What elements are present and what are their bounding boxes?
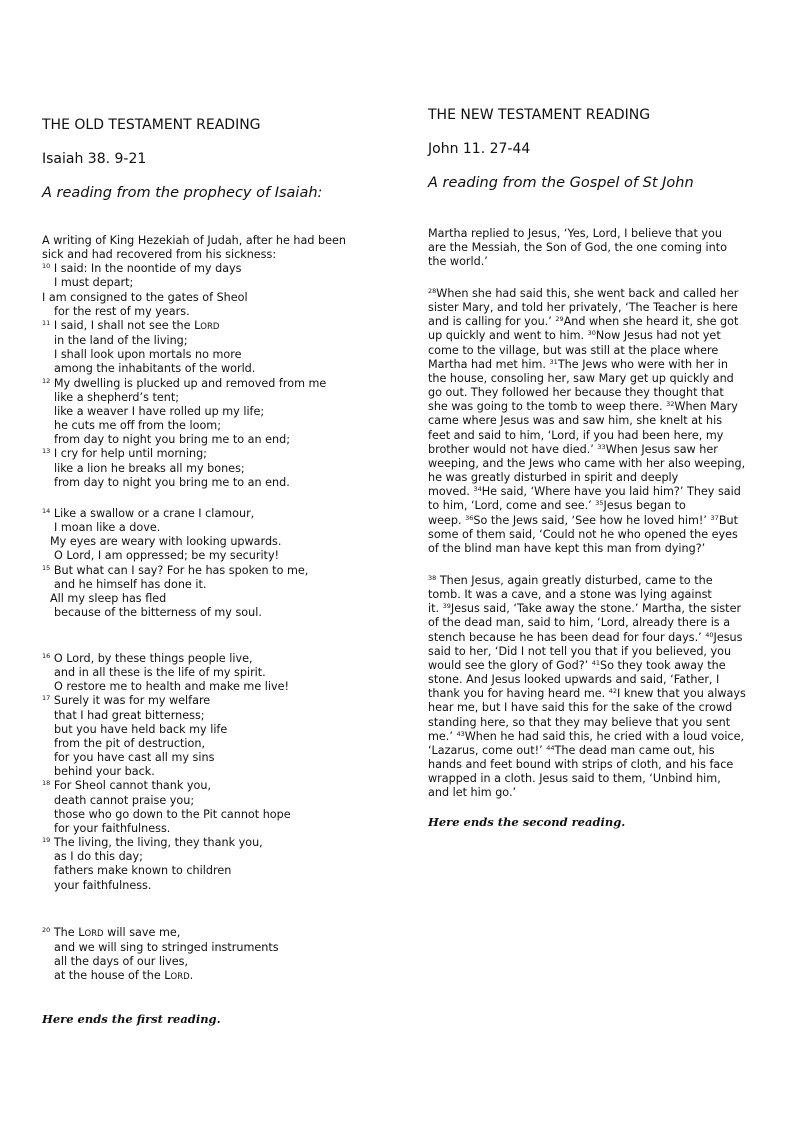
verse-line: [42, 433, 346, 447]
verse-text: for the rest of my years.: [54, 304, 190, 318]
verse-line: [42, 879, 291, 893]
verse-text: like a weaver I have rolled up my life;: [54, 404, 265, 418]
prose-line: said to her, ‘Did I not tell you that if you believed, you: [428, 644, 732, 658]
verse-text: your faithfulness.: [54, 878, 152, 892]
verse-text: those who go down to the Pit cannot hope: [54, 807, 291, 821]
verse-line: [42, 462, 346, 476]
verse-number: 41: [591, 658, 601, 667]
verse-text: he cuts me off from the loom;: [54, 419, 221, 433]
verse-text: All my sleep has fled: [50, 591, 167, 605]
verse-text: death cannot praise you;: [54, 793, 195, 807]
verse-line: [42, 377, 346, 391]
prose-line: come to the village, but was still at the place where: [428, 343, 719, 357]
prose-line: thank you for having heard me. $^{42}$I knew that you always: [428, 687, 746, 701]
old-testament-verses-2: [42, 507, 308, 620]
verse-line: [42, 447, 346, 461]
verse-text: O Lord, I am oppressed; be my security!: [54, 549, 280, 563]
prose-line: the world.’: [428, 255, 488, 269]
verse-number: 16: [42, 652, 51, 660]
prose-line: and let him go.’: [428, 786, 517, 800]
verse-line: [42, 794, 291, 808]
verse-number: 17: [42, 694, 51, 703]
prose-line: are the Messiah, the Son of God, the one coming into: [428, 241, 727, 255]
verse-line: [42, 348, 346, 362]
verse-text: all the days of our lives,: [54, 955, 189, 969]
new-testament-paragraph-2: [428, 287, 763, 556]
verse-line: [42, 864, 291, 878]
verse-text: and he himself has done it.: [54, 577, 207, 591]
verse-line: [42, 779, 291, 793]
prose-line: ‘Lazarus, come out!’ $^{44}$The dead man came out, his: [428, 743, 715, 757]
old-testament-reference: Isaiah 38. 9-21: [42, 151, 147, 167]
verse-text: behind your back.: [54, 765, 155, 779]
new-testament-paragraph-1: [428, 227, 763, 269]
verse-line: [42, 248, 346, 262]
verse-text: and in all these is the life of my spirit.: [54, 666, 266, 680]
verse-line: [42, 822, 291, 836]
verse-line: [42, 680, 291, 694]
prose-line: of the blind man have kept this man from dying?’: [428, 541, 706, 555]
verse-line: [42, 362, 346, 376]
verse-text: from the pit of destruction,: [54, 736, 206, 750]
prose-line: she was going to the tomb to weep there. $^{32}$When Mary: [428, 400, 738, 414]
verse-text: as I do this day;: [54, 850, 143, 864]
prose-line: Martha had met him. $^{31}$The Jews who were with her in: [428, 357, 728, 371]
verse-line: [42, 405, 346, 419]
verse-line: [42, 941, 279, 955]
verse-line: [42, 709, 291, 723]
prose-line: me.’ $^{43}$When he had said this, he cried with a loud voice,: [428, 729, 745, 743]
prose-line: feet and said to him, ‘Lord, if you had been here, my: [428, 428, 724, 442]
verse-text: O Lord, by these things people live,: [53, 652, 253, 665]
verse-line: [42, 305, 346, 319]
verse-text: The LORD will save me,: [53, 926, 181, 939]
new-testament-intro: A reading from the Gospel of St John: [428, 175, 694, 191]
verse-text: I moan like a dove.: [54, 521, 161, 535]
verse-line: [42, 836, 291, 850]
old-testament-intro: A reading from the prophecy of Isaiah:: [42, 185, 323, 201]
prose-line: of the dead man, said to him, ‘Lord, already there is a: [428, 616, 731, 630]
verse-line: [42, 419, 346, 433]
verse-line: [42, 723, 291, 737]
verse-number: 13: [42, 447, 51, 456]
verse-text: and we will sing to stringed instruments: [54, 941, 279, 955]
verse-line: [42, 666, 291, 680]
verse-line: [42, 262, 346, 276]
verse-number: 37: [710, 513, 719, 522]
verse-line: [42, 391, 346, 405]
verse-number: 10: [42, 262, 51, 271]
prose-line: $^{38}$ Then Jesus, again greatly disturbed, came to the: [428, 574, 713, 587]
verse-line: [42, 737, 291, 751]
prose-line: stench because he has been dead for four days.’ $^{40}$Jesus: [428, 630, 743, 644]
prose-line: standing here, so that they may believe that you sent: [428, 715, 731, 729]
verse-number: 34: [473, 485, 482, 494]
verse-number: 44: [546, 743, 555, 752]
verse-text: Surely it was for my welfare: [53, 694, 211, 708]
verse-line: [42, 969, 279, 984]
verse-line: [42, 652, 291, 666]
verse-text: from day to night you bring me to an end.: [54, 475, 290, 489]
old-testament-verses-1: [42, 234, 346, 490]
verse-line: [42, 476, 346, 490]
prose-line: tomb. It was a cave, and a stone was lying against: [428, 588, 712, 602]
verse-text: at the house of the LORD.: [54, 969, 194, 983]
verse-text: like a shepherd’s tent;: [54, 390, 179, 404]
verse-text: that I had great bitterness;: [54, 708, 205, 722]
prose-line: go out. They followed her because they thought that: [428, 386, 724, 400]
verse-number: 19: [42, 836, 51, 845]
verse-text: I said: In the noontide of my days: [53, 262, 242, 276]
verse-line: [42, 592, 308, 606]
verse-text: I am consigned to the gates of Sheol: [42, 290, 248, 304]
verse-line: [42, 276, 346, 290]
verse-text: but you have held back my life: [54, 722, 228, 736]
verse-text: My dwelling is plucked up and removed from me: [53, 376, 327, 390]
new-testament-reference: John 11. 27-44: [428, 141, 531, 157]
prose-line: sister Mary, and told her privately, ‘The Teacher is here: [428, 301, 738, 315]
verse-number: 14: [42, 507, 51, 515]
prose-line: weep. $^{36}$So the Jews said, ‘See how he loved him!’ $^{37}$But: [428, 513, 738, 527]
verse-number: 15: [42, 563, 51, 572]
verse-text: For Sheol cannot thank you,: [53, 779, 212, 793]
prose-line: would see the glory of God?’ $^{41}$So they took away the: [428, 658, 726, 672]
verse-line: [42, 535, 308, 549]
prose-line: wrapped in a cloth. Jesus said to them, ‘Unbind him,: [428, 772, 721, 786]
prose-line: and is calling for you.’ $^{29}$And when she heard it, she got: [428, 315, 739, 329]
prose-line: hands and feet bound with strips of cloth, and his face: [428, 758, 734, 772]
old-testament-ending: Here ends the first reading.: [42, 1012, 221, 1026]
verse-line: [42, 955, 279, 969]
verse-line: [42, 926, 279, 941]
verse-line: [42, 606, 308, 620]
verse-text: O restore me to health and make me live!: [54, 680, 289, 694]
verse-number: 43: [456, 729, 465, 738]
verse-text: because of the bitterness of my soul.: [54, 606, 262, 620]
verse-text: among the inhabitants of the world.: [54, 362, 256, 376]
verse-text: like a lion he breaks all my bones;: [54, 461, 245, 475]
verse-text: for you have cast all my sins: [54, 751, 215, 765]
verse-line: [42, 564, 308, 578]
old-testament-verses-3: [42, 652, 291, 893]
verse-line: [42, 751, 291, 765]
prose-line: $^{28}$When she had said this, she went back and called her: [428, 287, 739, 300]
new-testament-paragraph-3: [428, 574, 763, 801]
verse-text: A writing of King Hezekiah of Judah, after he had been: [42, 234, 346, 247]
verse-number: 30: [587, 329, 596, 338]
verse-text: in the land of the living;: [54, 334, 188, 348]
verse-number: 20: [42, 926, 51, 934]
verse-line: [42, 808, 291, 822]
verse-text: I said, I shall not see the LORD: [53, 318, 220, 332]
verse-text: from day to night you bring me to an end;: [54, 433, 290, 447]
verse-number: 31: [549, 357, 558, 366]
verse-line: [42, 507, 308, 521]
verse-line: [42, 765, 291, 779]
prose-line: up quickly and went to him. $^{30}$Now Jesus had not yet: [428, 329, 721, 343]
new-testament-ending: Here ends the second reading.: [428, 815, 626, 829]
verse-number: 42: [608, 687, 617, 696]
verse-text: I must depart;: [54, 276, 134, 290]
verse-line: [42, 549, 308, 563]
new-testament-heading: THE NEW TESTAMENT READING: [428, 107, 651, 123]
prose-line: Martha replied to Jesus, ‘Yes, Lord, I believe that you: [428, 227, 722, 240]
verse-text: fathers make known to children: [54, 864, 232, 878]
verse-number: 12: [42, 376, 51, 385]
prose-line: some of them said, ‘Could not he who opened the eyes: [428, 527, 738, 541]
verse-number: 39: [442, 602, 451, 611]
prose-line: brother would not have died.’ $^{33}$When Jesus saw her: [428, 442, 718, 456]
verse-text: But what can I say? For he has spoken to me,: [53, 563, 309, 577]
verse-number: 33: [597, 442, 606, 451]
verse-text: sick and had recovered from his sickness:: [42, 248, 277, 262]
prose-line: to him, ‘Lord, come and see.’ $^{35}$Jesus began to: [428, 499, 686, 513]
verse-number: 35: [595, 499, 604, 508]
old-testament-heading: THE OLD TESTAMENT READING: [42, 117, 261, 133]
verse-line: [42, 578, 308, 592]
verse-text: Like a swallow or a crane I clamour,: [53, 507, 255, 520]
prose-line: it. $^{39}$Jesus said, ‘Take away the stone.’ Martha, the sister: [428, 602, 742, 616]
verse-text: I shall look upon mortals no more: [54, 348, 242, 362]
old-testament-verses-4: [42, 926, 279, 985]
verse-line: [42, 234, 346, 248]
prose-line: the house, consoling her, saw Mary get up quickly and: [428, 371, 734, 385]
verse-line: [42, 694, 291, 708]
verse-line: [42, 521, 308, 535]
verse-number: 11: [42, 318, 51, 327]
verse-number: 18: [42, 779, 51, 788]
verse-line: [42, 291, 346, 305]
verse-number: 40: [705, 630, 714, 639]
verse-number: 36: [465, 513, 474, 522]
verse-number: 38: [428, 574, 437, 582]
prose-line: he was greatly disturbed in spirit and deeply: [428, 471, 679, 485]
prose-line: came where Jesus was and saw him, she knelt at his: [428, 414, 723, 428]
verse-number: 32: [666, 400, 675, 409]
verse-number: 28: [428, 287, 437, 295]
verse-line: [42, 850, 291, 864]
prose-line: moved. $^{34}$He said, ‘Where have you laid him?’ They said: [428, 485, 741, 499]
verse-number: 29: [555, 315, 564, 324]
verse-line: [42, 334, 346, 348]
verse-line: [42, 319, 346, 334]
prose-line: hear me, but I have said this for the sake of the crowd: [428, 701, 733, 715]
verse-text: The living, the living, they thank you,: [53, 836, 263, 850]
prose-line: stone. And Jesus looked upwards and said, ‘Father, I: [428, 673, 720, 687]
verse-text: for your faithfulness.: [54, 821, 171, 835]
verse-text: My eyes are weary with looking upwards.: [50, 535, 282, 549]
prose-line: weeping, and the Jews who came with her also weeping,: [428, 456, 746, 470]
verse-text: I cry for help until morning;: [53, 447, 207, 461]
